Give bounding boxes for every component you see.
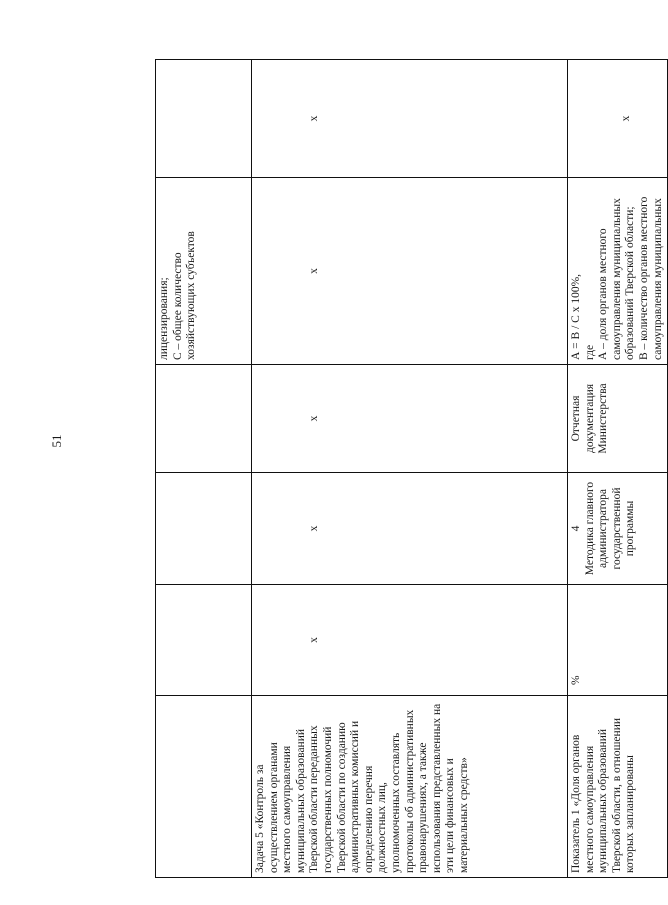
cell-indicator1-name: Показатель 1 «Доля органов местного самоуправления муниципальных образований Тверской области, в отношении которых запланированы (568, 696, 668, 878)
cell-indicator1-method: 4 Методика главного администратора государственной программы (568, 473, 668, 585)
cell-indicator1-unit: % (568, 585, 668, 696)
cell-indicator1-source: Отчетная документация Министерства (568, 365, 668, 473)
cell-indicator1-extra: х (568, 60, 668, 178)
table-row-indicator1 (568, 60, 668, 878)
cell-task5-name: Задача 5 «Контроль за осуществлением органами местного самоуправления муниципальных образований Тверской области переданных государственных полномочий Тверской области по созданию административных комиссий и определению перечня должностных лиц, уполномоченных составлять протоколы об административных правонарушениях, а также использования представленных на эти цели финансовых и материальных средств» (252, 696, 568, 878)
cell-top-unit (156, 585, 252, 696)
cell-indicator1-formula: А = В / С х 100%, где А – доля органов местного самоуправления муниципальных образований Тверской области; В – количество органов местного самоуправления муниципальных (568, 178, 668, 365)
cell-top-name (156, 696, 252, 878)
rotated-table-wrapper (155, 60, 664, 878)
table-row-top (156, 60, 252, 878)
cell-top-source (156, 365, 252, 473)
table-row-task5 (252, 60, 568, 878)
cell-task5-method: х (252, 473, 568, 585)
cell-top-method (156, 473, 252, 585)
indicator-table (155, 59, 668, 878)
cell-task5-unit: х (252, 585, 568, 696)
cell-task5-source: х (252, 365, 568, 473)
page-number: 51 (49, 434, 64, 448)
cell-top-formula: лицензирования; С – общее количество хозяйствующих субъектов (156, 178, 252, 365)
cell-top-extra (156, 60, 252, 178)
cell-task5-extra: х (252, 60, 568, 178)
cell-task5-formula: х (252, 178, 568, 365)
